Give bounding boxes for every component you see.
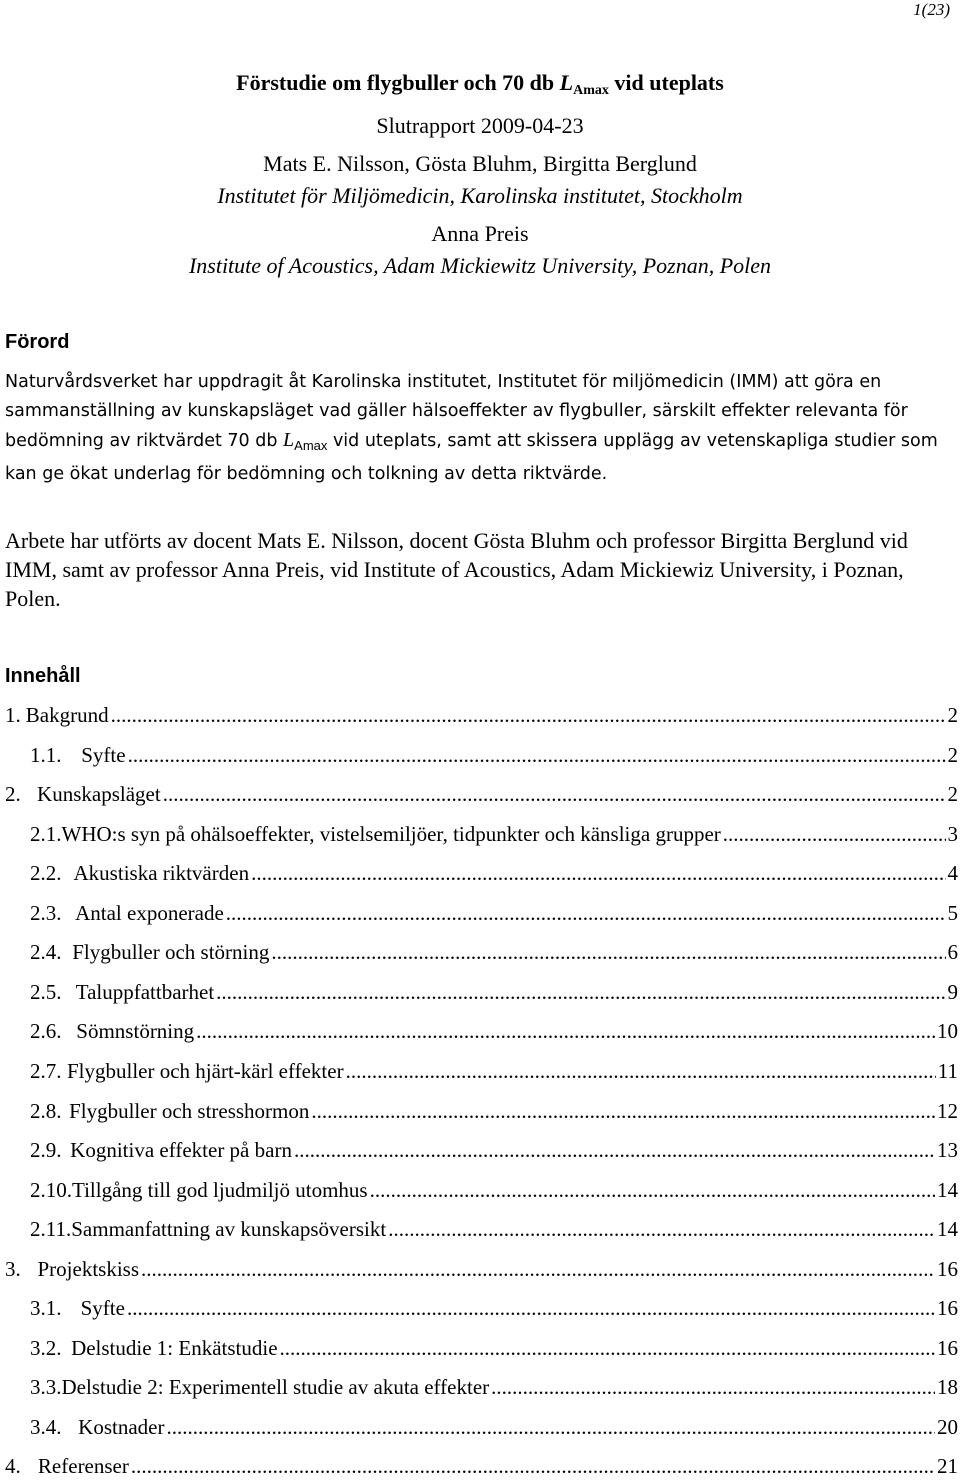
toc-entry-page: 21 xyxy=(937,1454,958,1479)
toc-dot-leader xyxy=(723,822,946,847)
toc-entry-page: 18 xyxy=(937,1375,958,1400)
toc-entry-label: Delstudie 1: Enkätstudie xyxy=(71,1335,278,1360)
toc-dot-leader xyxy=(226,901,946,926)
toc-entry-label: Flygbuller och stresshormon xyxy=(69,1098,310,1123)
toc-entry-number: 3.4. xyxy=(30,1414,62,1439)
toc-entry-page: 2 xyxy=(947,703,958,727)
toc-entry[interactable] xyxy=(0,782,960,808)
toc-entry-label: Referenser xyxy=(37,1454,129,1479)
forord-heading: Förord xyxy=(5,331,70,353)
toc-entry[interactable] xyxy=(0,861,960,887)
toc-dot-leader xyxy=(131,1454,935,1479)
toc-dot-leader xyxy=(111,703,946,728)
toc-entry-page: 16 xyxy=(937,1256,958,1281)
toc-entry-page: 13 xyxy=(937,1138,958,1163)
toc-dot-leader xyxy=(271,940,945,965)
toc-dot-leader xyxy=(196,1019,935,1044)
toc-entry[interactable] xyxy=(0,901,960,927)
toc-entry-page: 6 xyxy=(947,940,958,965)
toc-entry-page: 9 xyxy=(947,979,958,1004)
page-number: 1(23) xyxy=(913,0,950,19)
toc-entry[interactable] xyxy=(0,1336,960,1362)
toc-entry-number: 3.2. xyxy=(30,1335,62,1360)
toc-dot-leader xyxy=(370,1178,935,1203)
toc-entry-page: 5 xyxy=(947,900,958,925)
forord-p1-text-b: vid uteplats, samt att skissera upplägg av vetenskapliga studier som kan ge ökat underlag för bedömning och tolkning av detta riktvärde. xyxy=(5,431,938,484)
toc-entry-page: 16 xyxy=(937,1296,958,1321)
toc-entry-page: 14 xyxy=(937,1217,958,1242)
toc-entry-label: Kunskapsläget xyxy=(37,782,161,807)
toc-entry[interactable] xyxy=(0,1217,960,1243)
toc-dot-leader xyxy=(166,1415,935,1440)
toc-entry[interactable] xyxy=(0,1454,960,1480)
toc-dot-leader xyxy=(141,1257,935,1282)
title-suffix: vid uteplats xyxy=(608,70,724,95)
toc-entry-page: 3 xyxy=(947,821,958,846)
toc-dot-leader xyxy=(294,1138,935,1163)
toc-entry-label: Sammanfattning av kunskapsöversikt xyxy=(71,1217,387,1242)
title-amax-subscript: Amax xyxy=(573,83,609,98)
toc-entry-number: 3.3. xyxy=(30,1375,62,1400)
toc-entry-number: 3.1. xyxy=(30,1296,62,1321)
toc-entry-page: 10 xyxy=(937,1019,958,1044)
toc-entry[interactable] xyxy=(0,1296,960,1322)
toc-entry-page: 16 xyxy=(937,1335,958,1360)
authors: Mats E. Nilsson, Gösta Bluhm, Birgitta Berglund xyxy=(263,151,697,176)
toc-entry-number: 2.6. xyxy=(30,1019,62,1044)
toc-dot-leader xyxy=(388,1217,935,1242)
toc-entry-label: Tillgång till god ljudmiljö utomhus xyxy=(72,1177,368,1202)
toc-entry-page: 4 xyxy=(947,861,958,886)
toc-dot-leader xyxy=(216,980,945,1005)
title-prefix: Förstudie om flygbuller och 70 db xyxy=(236,70,560,95)
toc-entry[interactable] xyxy=(0,1099,960,1125)
toc-entry-label: Flygbuller och hjärt-kärl effekter xyxy=(66,1058,344,1083)
toc-entry-number: 2.8. xyxy=(30,1098,62,1123)
toc-entry[interactable] xyxy=(0,1257,960,1283)
toc-entry-label: Taluppfattbarhet xyxy=(75,979,215,1004)
toc-entry-label: Syfte xyxy=(81,742,126,767)
toc-entry[interactable] xyxy=(0,703,960,729)
toc-entry-page: 11 xyxy=(937,1058,958,1083)
forord-p1-l-symbol: L xyxy=(283,429,295,451)
toc-entry-number: 2.9. xyxy=(30,1138,62,1163)
toc-entry[interactable] xyxy=(0,1415,960,1441)
toc-entry-page: 12 xyxy=(937,1098,958,1123)
toc-entry-label: WHO:s syn på ohälsoeffekter, vistelsemiljöer, tidpunkter och känsliga grupper xyxy=(61,821,721,846)
toc-dot-leader xyxy=(251,861,945,886)
toc-entry-label: Antal exponerade xyxy=(75,900,224,925)
toc-entry-number: 2.11. xyxy=(30,1217,72,1242)
forord-p1-text-a: Naturvårdsverket har uppdragit åt Karolinska institutet, Institutet för miljömedicin (IMM) att göra en sammanställning av kunskapsläget vad gäller hälsoeffekter av flygbuller, särskilt effekter relevanta för bedömning av riktvärdet 70 db xyxy=(5,372,908,451)
toc-entry-label: Akustiska riktvärden xyxy=(73,861,250,886)
toc-entry-page: 14 xyxy=(937,1177,958,1202)
toc-entry-number: 2.3. xyxy=(30,900,62,925)
toc-dot-leader xyxy=(128,743,946,768)
toc-entry-number: 4. xyxy=(5,1454,21,1479)
toc-entry[interactable] xyxy=(0,1059,960,1085)
toc-entry-number: 2.2. xyxy=(30,861,62,886)
toc-entry-number: 2.5. xyxy=(30,979,62,1004)
toc-dot-leader xyxy=(311,1099,935,1124)
toc-dot-leader xyxy=(346,1059,936,1084)
forord-paragraph-2: Arbete har utförts av docent Mats E. Nilsson, docent Gösta Bluhm och professor Birgitta Berglund vid IMM, samt av professor Anna Preis, vid Institute of Acoustics, Adam Mickiewiz University, i Poznan, Polen. xyxy=(5,528,908,611)
forord-p1-amax-subscript: Amax xyxy=(294,438,328,453)
toc-dot-leader xyxy=(163,782,946,807)
affiliation-poznan: Institute of Acoustics, Adam Mickiewitz University, Poznan, Polen xyxy=(188,253,772,278)
toc-dot-leader xyxy=(127,1296,935,1321)
toc-entry-label: Kostnader xyxy=(78,1414,165,1439)
toc-entry-number: 2.4. xyxy=(30,940,62,965)
toc-entry-label: Flygbuller och störning xyxy=(72,940,270,965)
toc-entry-number: 1.1. xyxy=(30,742,62,767)
title-l-symbol: L xyxy=(559,70,574,95)
toc-entry-number: 2.7. xyxy=(30,1058,62,1083)
toc-entry[interactable] xyxy=(0,980,960,1006)
toc-entry-label: Sömnstörning xyxy=(76,1019,195,1044)
toc-entry[interactable] xyxy=(0,1138,960,1164)
toc-entry-number: 2. xyxy=(5,782,21,807)
affiliation-karolinska: Institutet för Miljömedicin, Karolinska institutet, Stockholm xyxy=(217,183,743,208)
document-title xyxy=(0,70,960,99)
toc-dot-leader xyxy=(280,1336,935,1361)
toc-entry-page: 20 xyxy=(937,1414,958,1439)
toc-entry-page: 2 xyxy=(947,742,958,767)
toc-entry-number: 3. xyxy=(5,1256,21,1281)
author-preis: Anna Preis xyxy=(431,221,529,246)
toc-entry[interactable] xyxy=(0,1019,960,1045)
toc-entry-label: Projektskiss xyxy=(37,1256,140,1281)
toc-entry-number: 1. xyxy=(5,703,21,727)
toc-entry-number: 2.1. xyxy=(30,821,62,846)
toc-heading: Innehåll xyxy=(5,665,81,687)
toc-entry[interactable] xyxy=(0,743,960,769)
toc-entry[interactable] xyxy=(0,822,960,848)
toc-entry[interactable] xyxy=(0,1375,960,1401)
toc-dot-leader xyxy=(491,1375,935,1400)
forord-paragraph-1 xyxy=(5,368,950,489)
toc-entry-label: Syfte xyxy=(80,1296,125,1321)
toc-entry-number: 2.10. xyxy=(30,1177,72,1202)
toc-entry-page: 2 xyxy=(947,782,958,807)
toc-entry-label: Kognitiva effekter på barn xyxy=(70,1138,292,1163)
toc-entry[interactable] xyxy=(0,940,960,966)
toc-entry-label: Delstudie 2: Experimentell studie av akuta effekter xyxy=(61,1375,490,1400)
document-subtitle: Slutrapport 2009-04-23 xyxy=(376,113,584,138)
toc-entry-label: Bakgrund xyxy=(25,703,109,727)
toc-entry[interactable] xyxy=(0,1178,960,1204)
